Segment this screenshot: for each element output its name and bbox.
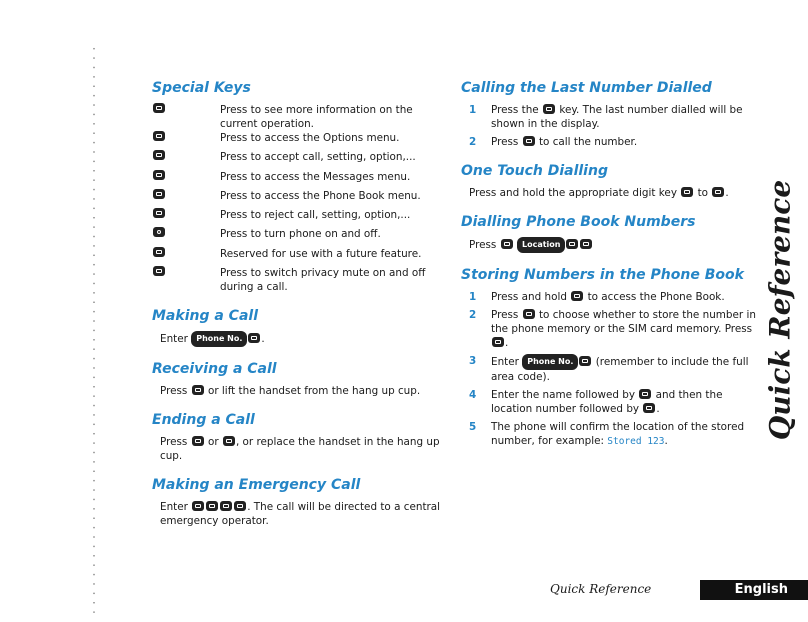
envelope-key-icon xyxy=(153,170,165,180)
ok-key-icon xyxy=(580,239,592,249)
list-item xyxy=(461,135,761,149)
key-description: Press to accept call, setting, option,... xyxy=(220,151,416,164)
ok-key-icon xyxy=(523,136,535,146)
list-item xyxy=(461,290,761,304)
list-item xyxy=(461,420,761,449)
key-row xyxy=(152,131,452,150)
digit-1-key-icon xyxy=(192,501,204,511)
phonebook-key-icon xyxy=(153,189,165,199)
step-text: Press xyxy=(491,136,519,148)
key-row xyxy=(152,103,452,131)
key-row xyxy=(152,227,452,246)
making-call-title: Making a Call xyxy=(152,308,258,325)
step-text: to access the Phone Book. xyxy=(587,291,725,303)
step-number: 1 xyxy=(469,291,477,303)
phonebook-key-icon xyxy=(501,239,513,249)
receiving-call-text: Press xyxy=(160,385,188,398)
key-description: Press to access the Phone Book menu. xyxy=(220,189,421,202)
storing-section xyxy=(461,267,761,449)
step-text: . xyxy=(656,403,660,415)
digit-1-key-icon xyxy=(681,187,693,197)
list-item xyxy=(461,388,761,416)
last-number-title: Calling the Last Number Dialled xyxy=(461,80,712,96)
step-text: Press and hold xyxy=(491,291,567,303)
step-text: Enter xyxy=(491,356,519,368)
reserved-key-icon xyxy=(153,247,165,257)
step-text: . xyxy=(505,337,509,349)
ending-call-section xyxy=(152,412,452,463)
ending-call-or: or xyxy=(207,436,219,449)
location-key: Location xyxy=(517,237,566,253)
footer-label: Quick Reference xyxy=(550,582,652,596)
c-key-icon xyxy=(153,208,165,218)
right-column xyxy=(461,80,761,463)
key-row xyxy=(152,170,452,189)
phone-number-key: Phone No. xyxy=(522,354,578,370)
key-description: Press to switch privacy mute on and off during a call. xyxy=(220,267,426,294)
ok-key-icon xyxy=(579,356,591,366)
receiving-call-text-end: or lift the handset from the hang up cup. xyxy=(207,385,421,398)
emergency-call-text: Enter xyxy=(160,501,188,514)
making-call-text: Enter xyxy=(160,333,188,346)
digit-9-key-icon xyxy=(712,187,724,197)
key-row xyxy=(152,266,452,294)
special-keys-section xyxy=(152,80,452,294)
one-touch-section xyxy=(461,163,761,200)
step-text: to choose whether to store the number in the phone memory or the SIM card memory. Press xyxy=(491,309,756,335)
making-call-section xyxy=(152,308,452,347)
dotted-margin xyxy=(92,44,96,614)
receiving-call-title: Receiving a Call xyxy=(152,361,277,378)
step-number: 5 xyxy=(469,421,477,433)
step-number: 1 xyxy=(469,104,477,116)
ending-call-title: Ending a Call xyxy=(152,412,255,429)
last-number-section xyxy=(461,80,761,149)
phonebook-numbers-text: Press xyxy=(469,239,497,251)
making-call-end: . xyxy=(261,333,265,346)
emergency-call-section xyxy=(152,477,452,528)
list-item xyxy=(461,354,761,384)
step-text: Press the xyxy=(491,104,539,116)
phone-number-key: Phone No. xyxy=(191,331,247,347)
ok-key-icon xyxy=(192,385,204,395)
step-number: 2 xyxy=(469,136,477,148)
c-key-icon xyxy=(223,436,235,446)
one-touch-end: . xyxy=(725,187,729,199)
key-description: Press to reject call, setting, option,... xyxy=(220,209,411,222)
mute-key-icon xyxy=(153,266,165,276)
ok-key-icon xyxy=(192,436,204,446)
ok-key-icon xyxy=(566,239,578,249)
info-key-icon xyxy=(153,103,165,113)
one-touch-title: One Touch Dialling xyxy=(461,163,608,179)
digit-2-key-icon xyxy=(220,501,232,511)
key-description: Press to turn phone on and off. xyxy=(220,228,381,241)
key-row xyxy=(152,150,452,169)
key-row xyxy=(152,247,452,266)
step-text: The phone will confirm the location of the stored number, for example: xyxy=(491,421,745,447)
special-keys-title: Special Keys xyxy=(152,80,251,96)
digit-1-key-icon xyxy=(206,501,218,511)
ok-key-icon xyxy=(153,150,165,160)
key-row xyxy=(152,189,452,208)
key-row xyxy=(152,208,452,227)
phonebook-key-icon xyxy=(523,309,535,319)
ok-key-icon xyxy=(543,104,555,114)
storing-title: Storing Numbers in the Phone Book xyxy=(461,267,744,283)
phonebook-key-icon xyxy=(571,291,583,301)
step-number: 4 xyxy=(469,389,477,401)
display-example: Stored 123 xyxy=(607,436,665,447)
phonebook-numbers-section xyxy=(461,214,761,253)
step-number: 3 xyxy=(469,355,477,367)
power-key-icon xyxy=(153,227,165,237)
left-column xyxy=(152,80,452,542)
step-text: key. The last number dialled will be shown in the display. xyxy=(491,104,743,130)
key-description: Press to access the Options menu. xyxy=(220,132,400,144)
step-text: Enter the name followed by xyxy=(491,389,635,401)
key-description: Press to access the Messages menu. xyxy=(220,170,411,183)
emergency-call-text-end: . The call will be directed to a central emergency operator. xyxy=(160,501,441,528)
emergency-call-title: Making an Emergency Call xyxy=(152,477,361,494)
ok-key-icon xyxy=(234,501,246,511)
ok-key-icon xyxy=(639,389,651,399)
ok-key-icon xyxy=(643,403,655,413)
one-touch-text: Press and hold the appropriate digit key xyxy=(469,187,677,199)
step-number: 2 xyxy=(469,309,477,321)
step-text: . xyxy=(664,435,668,447)
one-touch-to: to xyxy=(697,187,709,199)
step-text: and then the location number followed by xyxy=(491,389,723,415)
key-description: Press to see more information on the current operation. xyxy=(220,104,413,130)
language-tab: English xyxy=(700,580,808,600)
step-text: (remember to include the full area code). xyxy=(491,356,749,383)
list-item xyxy=(461,308,761,350)
list-item xyxy=(461,103,761,131)
step-text: to call the number. xyxy=(538,136,638,148)
step-text: Press xyxy=(491,309,519,321)
ending-call-text-end: , or replace the handset in the hang up cup. xyxy=(160,436,440,463)
ok-key-icon xyxy=(492,337,504,347)
key-description: Reserved for use with a future feature. xyxy=(220,247,422,260)
receiving-call-section xyxy=(152,361,452,398)
ending-call-text: Press xyxy=(160,436,188,449)
menu-key-icon xyxy=(153,131,165,141)
ok-key-icon xyxy=(248,333,260,343)
phonebook-numbers-title: Dialling Phone Book Numbers xyxy=(461,214,696,230)
side-title: Quick Reference xyxy=(763,179,797,441)
